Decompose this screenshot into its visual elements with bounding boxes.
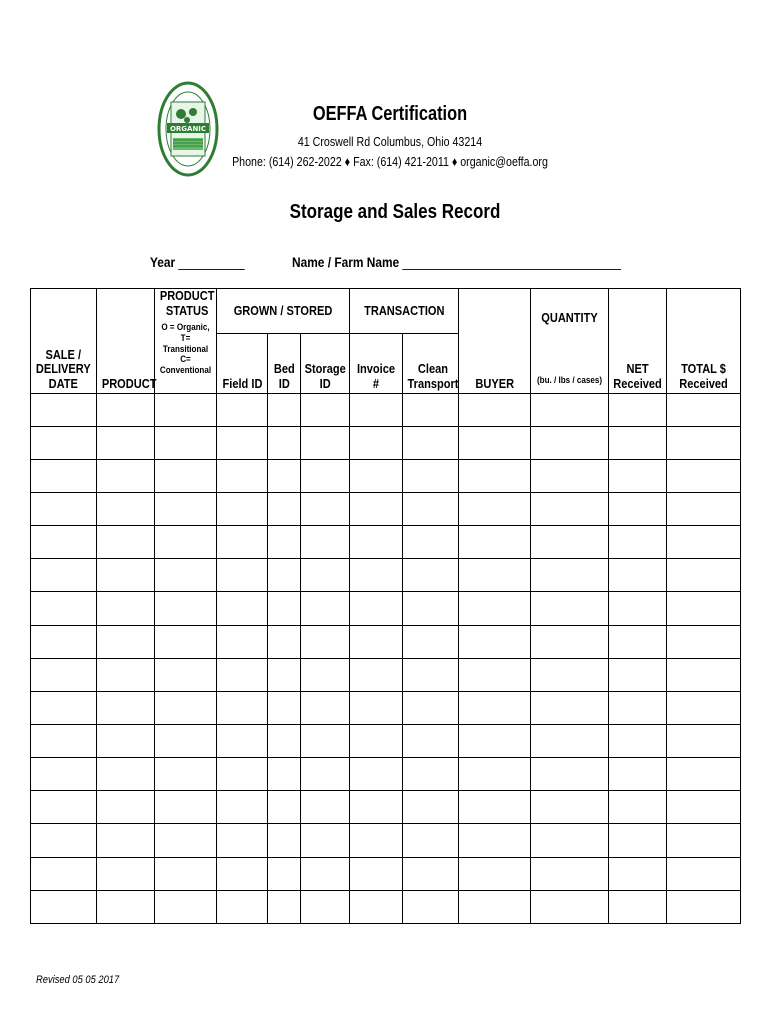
header-product-status: PRODUCT STATUS O = Organic, T= Transitional C= Conventional: [155, 289, 217, 394]
cell-buyer[interactable]: [459, 791, 531, 824]
cell-field-id[interactable]: [217, 459, 268, 492]
farm-name-field[interactable]: [292, 254, 621, 270]
table-row: [31, 758, 741, 791]
cell-product[interactable]: [97, 725, 155, 758]
cell-sale-date[interactable]: [31, 526, 97, 559]
cell-bed-id[interactable]: [268, 393, 301, 426]
cell-bed-id[interactable]: [268, 592, 301, 625]
cell-invoice[interactable]: [350, 625, 403, 658]
table-row: [31, 658, 741, 691]
cell-total[interactable]: [667, 824, 741, 857]
revision-note: Revised 05 05 2017: [36, 974, 120, 986]
cell-sale-date[interactable]: [31, 559, 97, 592]
table-row: [31, 824, 741, 857]
cell-sale-date[interactable]: [31, 393, 97, 426]
cell-net[interactable]: [609, 426, 667, 459]
table-row: [31, 426, 741, 459]
table-row: [31, 592, 741, 625]
cell-status[interactable]: [155, 791, 217, 824]
cell-clean-transport[interactable]: [403, 493, 459, 526]
cell-field-id[interactable]: [217, 526, 268, 559]
cell-storage-id[interactable]: [301, 493, 350, 526]
svg-text:ORGANIC: ORGANIC: [169, 125, 207, 133]
cell-total[interactable]: [667, 791, 741, 824]
cell-quantity[interactable]: [531, 658, 609, 691]
cell-buyer[interactable]: [459, 658, 531, 691]
cell-field-id[interactable]: [217, 758, 268, 791]
cell-storage-id[interactable]: [301, 559, 350, 592]
cell-product[interactable]: [97, 592, 155, 625]
cell-sale-date[interactable]: [31, 857, 97, 890]
cell-product[interactable]: [97, 493, 155, 526]
cell-storage-id[interactable]: [301, 824, 350, 857]
cell-bed-id[interactable]: [268, 559, 301, 592]
cell-bed-id[interactable]: [268, 857, 301, 890]
cell-buyer[interactable]: [459, 758, 531, 791]
cell-sale-date[interactable]: [31, 725, 97, 758]
cell-status[interactable]: [155, 725, 217, 758]
table-row: [31, 725, 741, 758]
cell-quantity[interactable]: [531, 890, 609, 923]
cell-bed-id[interactable]: [268, 691, 301, 724]
header-total-received: TOTAL $ Received: [667, 289, 741, 394]
cell-status[interactable]: [155, 426, 217, 459]
cell-clean-transport[interactable]: [403, 658, 459, 691]
cell-status[interactable]: [155, 691, 217, 724]
cell-net[interactable]: [609, 725, 667, 758]
cell-clean-transport[interactable]: [403, 857, 459, 890]
cell-bed-id[interactable]: [268, 890, 301, 923]
cell-clean-transport[interactable]: [403, 526, 459, 559]
cell-net[interactable]: [609, 592, 667, 625]
cell-net[interactable]: [609, 393, 667, 426]
table-row: [31, 791, 741, 824]
cell-bed-id[interactable]: [268, 493, 301, 526]
table-row: [31, 691, 741, 724]
cell-storage-id[interactable]: [301, 791, 350, 824]
cell-product[interactable]: [97, 824, 155, 857]
cell-invoice[interactable]: [350, 857, 403, 890]
cell-quantity[interactable]: [531, 526, 609, 559]
cell-status[interactable]: [155, 658, 217, 691]
cell-bed-id[interactable]: [268, 658, 301, 691]
cell-product[interactable]: [97, 691, 155, 724]
cell-bed-id[interactable]: [268, 824, 301, 857]
cell-status[interactable]: [155, 559, 217, 592]
cell-product[interactable]: [97, 625, 155, 658]
cell-total[interactable]: [667, 493, 741, 526]
cell-field-id[interactable]: [217, 625, 268, 658]
cell-field-id[interactable]: [217, 791, 268, 824]
cell-buyer[interactable]: [459, 824, 531, 857]
table-row: [31, 625, 741, 658]
cell-quantity[interactable]: [531, 758, 609, 791]
org-name: OEFFA Certification: [312, 103, 468, 125]
cell-clean-transport[interactable]: [403, 426, 459, 459]
cell-field-id[interactable]: [217, 824, 268, 857]
cell-buyer[interactable]: [459, 592, 531, 625]
cell-status[interactable]: [155, 526, 217, 559]
cell-net[interactable]: [609, 791, 667, 824]
org-address: 41 Croswell Rd Columbus, Ohio 43214: [297, 134, 483, 149]
table-row: [31, 393, 741, 426]
cell-product[interactable]: [97, 526, 155, 559]
cell-field-id[interactable]: [217, 658, 268, 691]
cell-total[interactable]: [667, 758, 741, 791]
cell-invoice[interactable]: [350, 824, 403, 857]
cell-quantity[interactable]: [531, 493, 609, 526]
cell-product[interactable]: [97, 658, 155, 691]
cell-storage-id[interactable]: [301, 758, 350, 791]
cell-sale-date[interactable]: [31, 658, 97, 691]
cell-total[interactable]: [667, 625, 741, 658]
cell-field-id[interactable]: [217, 890, 268, 923]
cell-total[interactable]: [667, 691, 741, 724]
cell-field-id[interactable]: [217, 559, 268, 592]
cell-buyer[interactable]: [459, 559, 531, 592]
cell-bed-id[interactable]: [268, 791, 301, 824]
cell-invoice[interactable]: [350, 890, 403, 923]
cell-total[interactable]: [667, 393, 741, 426]
cell-sale-date[interactable]: [31, 791, 97, 824]
cell-field-id[interactable]: [217, 426, 268, 459]
cell-sale-date[interactable]: [31, 625, 97, 658]
cell-sale-date[interactable]: [31, 824, 97, 857]
table-row: [31, 493, 741, 526]
header-storage-id: Storage ID: [301, 333, 350, 393]
cell-storage-id[interactable]: [301, 426, 350, 459]
cell-clean-transport[interactable]: [403, 890, 459, 923]
header-field-id: Field ID: [217, 333, 268, 393]
cell-sale-date[interactable]: [31, 592, 97, 625]
cell-invoice[interactable]: [350, 791, 403, 824]
cell-product[interactable]: [97, 559, 155, 592]
cell-invoice[interactable]: [350, 493, 403, 526]
cell-field-id[interactable]: [217, 592, 268, 625]
cell-buyer[interactable]: [459, 890, 531, 923]
cell-status[interactable]: [155, 758, 217, 791]
cell-total[interactable]: [667, 890, 741, 923]
cell-clean-transport[interactable]: [403, 758, 459, 791]
cell-storage-id[interactable]: [301, 725, 350, 758]
cell-net[interactable]: [609, 857, 667, 890]
cell-net[interactable]: [609, 890, 667, 923]
oeffa-logo: [157, 80, 219, 178]
cell-quantity[interactable]: [531, 459, 609, 492]
cell-status[interactable]: [155, 890, 217, 923]
cell-bed-id[interactable]: [268, 426, 301, 459]
cell-storage-id[interactable]: [301, 890, 350, 923]
cell-buyer[interactable]: [459, 526, 531, 559]
cell-quantity[interactable]: [531, 592, 609, 625]
cell-clean-transport[interactable]: [403, 592, 459, 625]
cell-field-id[interactable]: [217, 393, 268, 426]
cell-quantity[interactable]: [531, 559, 609, 592]
cell-buyer[interactable]: [459, 725, 531, 758]
cell-sale-date[interactable]: [31, 459, 97, 492]
cell-status[interactable]: [155, 393, 217, 426]
cell-net[interactable]: [609, 658, 667, 691]
farm-name-label: Name / Farm Name: [292, 254, 400, 270]
cell-storage-id[interactable]: [301, 658, 350, 691]
quantity-units: (bu. / lbs / cases): [536, 374, 603, 386]
cell-product[interactable]: [97, 459, 155, 492]
document-title: Storage and Sales Record: [289, 201, 501, 223]
cell-buyer[interactable]: [459, 691, 531, 724]
cell-quantity[interactable]: [531, 857, 609, 890]
cell-field-id[interactable]: [217, 857, 268, 890]
cell-total[interactable]: [667, 857, 741, 890]
table-body: [31, 393, 741, 923]
cell-storage-id[interactable]: [301, 393, 350, 426]
cell-net[interactable]: [609, 625, 667, 658]
cell-clean-transport[interactable]: [403, 725, 459, 758]
cell-clean-transport[interactable]: [403, 791, 459, 824]
cell-buyer[interactable]: [459, 393, 531, 426]
cell-net[interactable]: [609, 824, 667, 857]
cell-clean-transport[interactable]: [403, 691, 459, 724]
cell-status[interactable]: [155, 493, 217, 526]
cell-product[interactable]: [97, 857, 155, 890]
cell-net[interactable]: [609, 493, 667, 526]
header-product: PRODUCT: [97, 289, 155, 394]
cell-quantity[interactable]: [531, 791, 609, 824]
cell-quantity[interactable]: [531, 625, 609, 658]
table-row: [31, 459, 741, 492]
cell-invoice[interactable]: [350, 426, 403, 459]
cell-net[interactable]: [609, 559, 667, 592]
cell-quantity[interactable]: [531, 824, 609, 857]
cell-status[interactable]: [155, 625, 217, 658]
cell-net[interactable]: [609, 691, 667, 724]
cell-clean-transport[interactable]: [403, 559, 459, 592]
cell-storage-id[interactable]: [301, 691, 350, 724]
cell-status[interactable]: [155, 459, 217, 492]
cell-invoice[interactable]: [350, 559, 403, 592]
cell-storage-id[interactable]: [301, 625, 350, 658]
cell-invoice[interactable]: [350, 459, 403, 492]
cell-quantity[interactable]: [531, 393, 609, 426]
header-net-received: NET Received: [609, 289, 667, 394]
cell-status[interactable]: [155, 592, 217, 625]
cell-bed-id[interactable]: [268, 725, 301, 758]
header-sale-delivery-date: SALE / DELIVERY DATE: [31, 289, 97, 394]
cell-buyer[interactable]: [459, 625, 531, 658]
header-bed-id: Bed ID: [268, 333, 301, 393]
cell-sale-date[interactable]: [31, 890, 97, 923]
cell-invoice[interactable]: [350, 393, 403, 426]
table-row: [31, 857, 741, 890]
cell-clean-transport[interactable]: [403, 625, 459, 658]
cell-quantity[interactable]: [531, 691, 609, 724]
cell-bed-id[interactable]: [268, 459, 301, 492]
cell-status[interactable]: [155, 857, 217, 890]
table-row: [31, 526, 741, 559]
cell-status[interactable]: [155, 824, 217, 857]
cell-buyer[interactable]: [459, 493, 531, 526]
table-row: [31, 890, 741, 923]
cell-total[interactable]: [667, 459, 741, 492]
cell-total[interactable]: [667, 559, 741, 592]
storage-sales-table: [30, 288, 741, 924]
cell-product[interactable]: [97, 393, 155, 426]
org-contact: Phone: (614) 262-2022 ♦ Fax: (614) 421-2011 ♦ organic@oeffa.org: [232, 154, 548, 169]
cell-clean-transport[interactable]: [403, 459, 459, 492]
cell-total[interactable]: [667, 592, 741, 625]
cell-clean-transport[interactable]: [403, 393, 459, 426]
cell-net[interactable]: [609, 459, 667, 492]
cell-product[interactable]: [97, 890, 155, 923]
cell-invoice[interactable]: [350, 691, 403, 724]
cell-field-id[interactable]: [217, 725, 268, 758]
cell-invoice[interactable]: [350, 592, 403, 625]
header-invoice: Invoice #: [350, 333, 403, 393]
cell-storage-id[interactable]: [301, 592, 350, 625]
cell-invoice[interactable]: [350, 758, 403, 791]
header-group-grown-stored: GROWN / STORED: [217, 289, 350, 334]
quantity-label: QUANTITY: [541, 310, 598, 325]
cell-storage-id[interactable]: [301, 526, 350, 559]
cell-field-id[interactable]: [217, 691, 268, 724]
cell-bed-id[interactable]: [268, 526, 301, 559]
cell-sale-date[interactable]: [31, 758, 97, 791]
cell-product[interactable]: [97, 791, 155, 824]
cell-net[interactable]: [609, 526, 667, 559]
cell-invoice[interactable]: [350, 658, 403, 691]
header-buyer: BUYER: [459, 289, 531, 394]
cell-total[interactable]: [667, 426, 741, 459]
cell-sale-date[interactable]: [31, 493, 97, 526]
cell-bed-id[interactable]: [268, 625, 301, 658]
cell-field-id[interactable]: [217, 493, 268, 526]
header-group-transaction: TRANSACTION: [350, 289, 459, 334]
cell-invoice[interactable]: [350, 725, 403, 758]
year-label: Year: [150, 254, 176, 270]
year-field[interactable]: [150, 254, 245, 270]
cell-clean-transport[interactable]: [403, 824, 459, 857]
header-quantity: [531, 289, 609, 394]
cell-net[interactable]: [609, 758, 667, 791]
cell-buyer[interactable]: [459, 857, 531, 890]
year-blank[interactable]: __________: [178, 254, 245, 270]
status-legend: O = Organic, T= Transitional C= Conventional: [159, 322, 212, 376]
cell-quantity[interactable]: [531, 725, 609, 758]
cell-invoice[interactable]: [350, 526, 403, 559]
cell-product[interactable]: [97, 426, 155, 459]
cell-storage-id[interactable]: [301, 857, 350, 890]
cell-buyer[interactable]: [459, 426, 531, 459]
farm-name-blank[interactable]: _________________________________: [402, 254, 621, 270]
cell-total[interactable]: [667, 658, 741, 691]
cell-sale-date[interactable]: [31, 426, 97, 459]
cell-storage-id[interactable]: [301, 459, 350, 492]
cell-quantity[interactable]: [531, 426, 609, 459]
cell-total[interactable]: [667, 725, 741, 758]
header-clean-transport: Clean Transport: [403, 333, 459, 393]
cell-total[interactable]: [667, 526, 741, 559]
cell-sale-date[interactable]: [31, 691, 97, 724]
cell-bed-id[interactable]: [268, 758, 301, 791]
cell-buyer[interactable]: [459, 459, 531, 492]
table-row: [31, 559, 741, 592]
cell-product[interactable]: [97, 758, 155, 791]
